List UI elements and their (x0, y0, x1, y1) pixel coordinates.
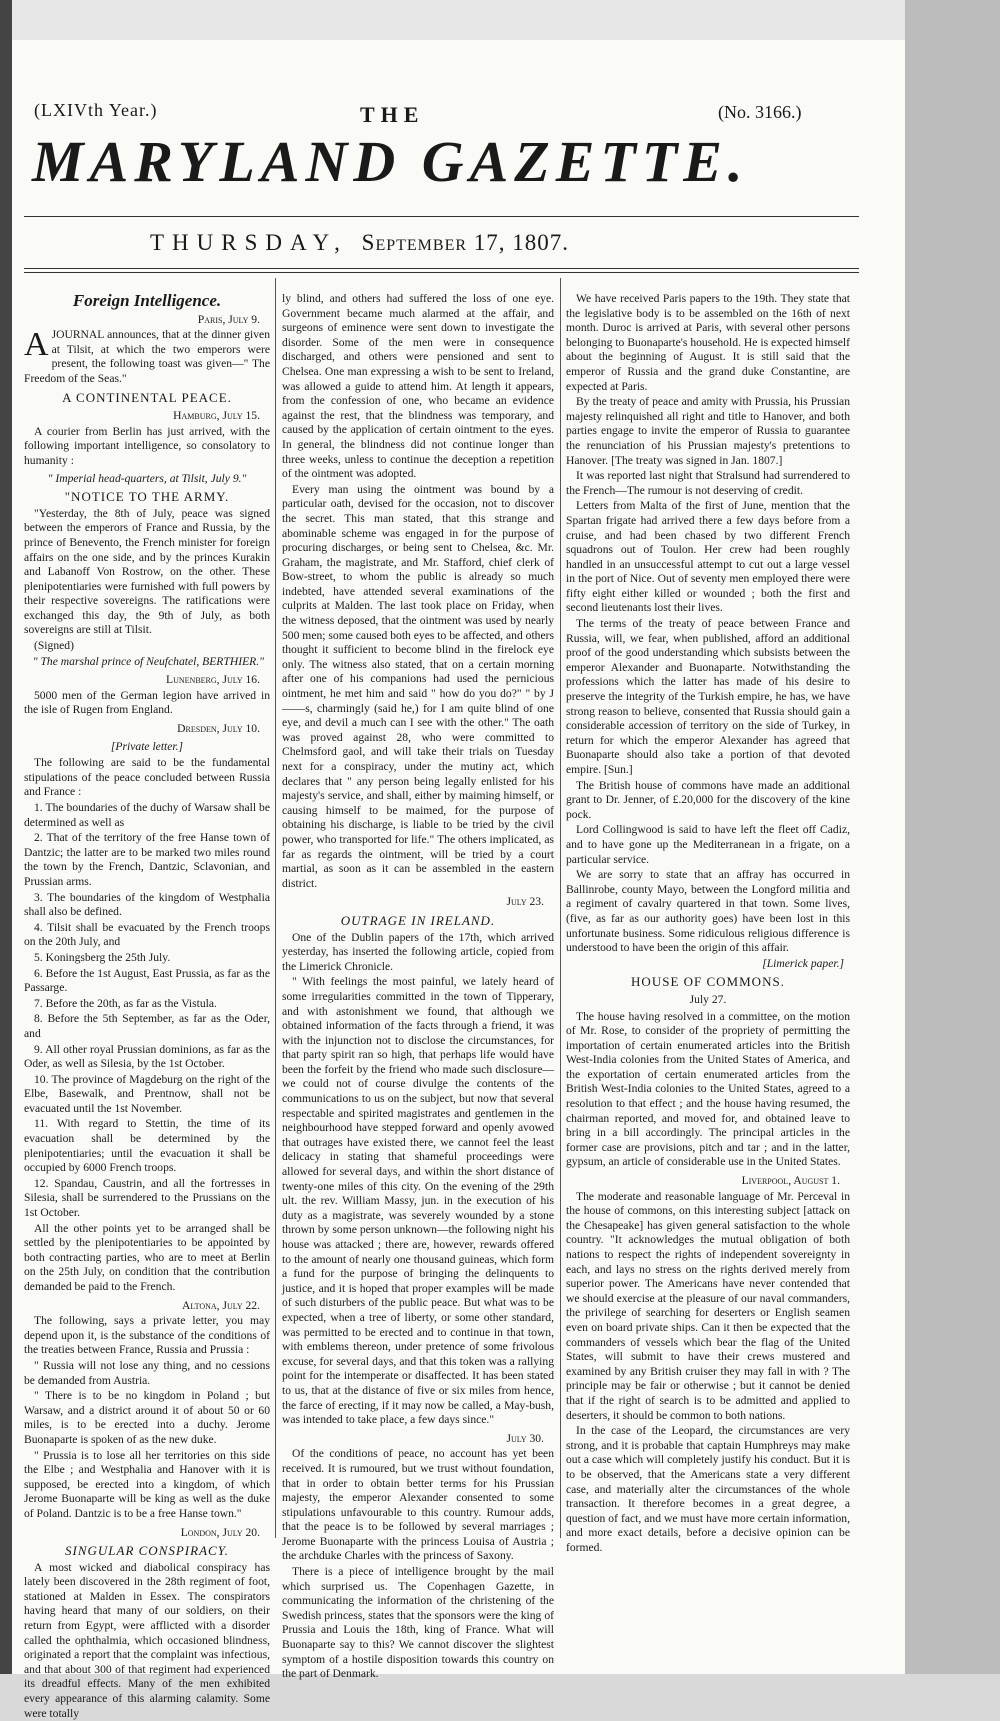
liverpool-paragraph: The moderate and reasonable language of Mr. Perceval in the house of commons, on this interesting subject [attack on the Chesapeake] has given general satisfaction to the whole country. "It acknowledges the mutual obligation of both nations to respect the rights of independent sovereignty in each, and lays no stress on the rights derived merely from superior power. The Americans have never contended that we should exercise at the pleasure of our naval commanders, the privilege of searching for deserters or English seamen even on board private ships. Can it then be expected that the commanders of vessels which bear the flag of the United States, will submit to have their crews mustered and examined by any British cruiser they may fall in with ? The principle may be fair or otherwise ; but it cannot be denied that if the right of search is to be admitted and applied to deserters, it should be common to both nations. (566, 1189, 850, 1422)
masthead-title: MARYLAND GAZETTE. (32, 129, 749, 194)
paris-article (24, 328, 270, 386)
list-item: 3. The boundaries of the kingdom of Westphalia shall also be defined. (24, 890, 270, 919)
list-item: 7. Before the 20th, as far as the Vistula. (34, 996, 217, 1010)
list-item: 1. The boundaries of the duchy of Warsaw shall be determined as well as (24, 801, 270, 829)
drop-cap: A (24, 326, 49, 364)
final-paragraph: There is a piece of intelligence brought by the mail which surprised us. The Copenhagen Gazette, in communicating the information of the christening of the Swedish princess, states that the sponsors were the king of Prussia and Louis the 18th, king of France. What will Buonaparte say to this? We cannot discover the slightest symptom of a hostile disposition towards this country on the part of Denmark. (282, 1565, 554, 1681)
altona-text: The following, says a private letter, you may depend upon it, is the substance of the conditions of the treaties between France, Russia and Prussia : (24, 1314, 270, 1357)
paris-text: JOURNAL announces, that at the dinner given at Tilsit, at which the two emperors were present, the following toast was given—" The Freedom of the Seas." (24, 328, 270, 385)
date-label: September 17, 1807. (361, 230, 570, 255)
masthead-rule-top (24, 216, 859, 217)
list-item: 4. Tilsit shall be evacuated by the French troops on the 20th July, and (24, 920, 270, 949)
conspiracy-text: A most wicked and diabolical conspiracy has lately been discovered in the 28th regiment of foot, stationed at Malden in Essex. The conspirators having heard that many of our soldiers, on their return from Egypt, were afflicted with a disorder called the ophthalmia, which occasioned blindness, originated a report that the complaint was infectious, and that about 300 of that regiment had experienced its dreadful effects. Many of the men exhibited every appearance of this alarming calamity. Some were totally (24, 1560, 270, 1720)
altona-quote: " Prussia is to lose all her territories on this side the Elbe ; and Westphalia and Hanover with it is supposed, be erected into a kingdom, of which Jerome Buonaparte will be king as well as the duke of Poland. Dantzic is to be a free Hanse town." (24, 1448, 270, 1520)
dresden-dateline: Dresden, July 10. (177, 722, 260, 736)
outrage-paragraph: " With feelings the most painful, we lately heard of some irregularities committed in the town of Tipperary, and with astonishment we found, that although we obtained information of the facts through a friend, it was with the injunction not to disclose the circumstances, for that party spirit ran so high, that perhaps life would have been the forfeit by the friend who made such disclosure—we could not of course divulge the contents of the communications to us on the subject, but now that several respectable and spirited magistrates and gentlemen in the neighbourhood have stepped forward and openly avowed that outrages have existed there, we cannot feel the least delicacy in stating that shameful proceedings were allowed for several days, and within the short distance of twenty-one miles of this city. On the evening of the 29th ult. the rev. William Massy, jun. in the execution of his duty as a magistrate, was severely wounded by a stone thrown by some person unknown—the following night his house was attacked ; there are, however, rewards offered to the amount of nearly one thousand guineas, which form a fund for the purpose of bringing the delinquents to justice, and it is hoped that proper examples will be made of such disturbers of the public peace. But what was to be expected, when a tree of liberty, or some other standard, was permitted to be erected and to continue in that town, with emblems thereon, under pretence of some frivolous excuse, for several days, and that this token was a rallying point for the intemperate or disaffected. It has been stated to us, that at the distance of five or six miles from hence, the farce of erecting, if it may now be called, a May-bush, was intended to take place, a few days since." (282, 975, 554, 1427)
column-2 (282, 292, 554, 1681)
altona-dateline: Altona, July 22. (182, 1298, 260, 1312)
notice-title: "NOTICE TO THE ARMY. (64, 489, 230, 505)
july27-dateline: July 27. (689, 992, 727, 1006)
the-label: THE (360, 102, 425, 127)
hamburg-dateline: Hamburg, July 15. (173, 409, 260, 423)
news-paragraph: Lord Collingwood is said to have left the fleet off Cadiz, and to have gone up the Mediterranean in a frigate, on a particular service. (566, 823, 850, 866)
liverpool-paragraph: In the case of the Leopard, the circumstances are very strong, and it is probable that captain Humphreys may make out a case which will completely justify his conduct. But it is to be observed, that the Americans state a very different case, and materially alter the circumstances of the whole transaction. It therefore becomes in a great degree, a question of fact, and we must have more certain information, and more exact details, before a decisive opinion can be formed. (566, 1424, 850, 1554)
hamburg-text: A courier from Berlin has just arrived, with the following important intelligence, so consolatory to humanity : (24, 424, 270, 467)
list-item: 6. Before the 1st August, East Prussia, as far as the Passarge. (24, 966, 270, 995)
year-label: (LXIVth Year.) (34, 100, 158, 120)
dresden-text: The following are said to be the fundamental stipulations of the peace concluded between Russia and France : (24, 756, 270, 799)
altona-quote: " There is to be no kingdom in Poland ; but Warsaw, and a district around it of about 50 or 60 miles, is to be erected into a duchy. Jerome Buonaparte is spoken of as the new duke. (24, 1389, 270, 1446)
list-item: 9. All other royal Prussian dominions, as far as the Oder, as well as Silesia, by the 1st October. (24, 1042, 270, 1071)
list-item: 8. Before the 5th September, as far as the Oder, and (24, 1012, 270, 1040)
altona-quote: " Russia will not lose any thing, and no cessions be demanded from Austria. (24, 1358, 270, 1387)
london-dateline: London, July 20. (180, 1525, 260, 1539)
binding-shadow (0, 0, 12, 1674)
notice-text: "Yesterday, the 8th of July, peace was signed between the emperors of France and Russia, by the prince of Benevento, the French minister for foreign affairs on the one side, and by the princes Kurakin and Labanoff Von Rostrow, on the other. These plenipotentiaries were furnished with full powers by their respective sovereigns. The ratifications were exchanged this day, the 9th of July, as both sovereigns are still at Tilsit. (24, 506, 270, 637)
news-paragraph: Letters from Malta of the first of June, mention that the Spartan frigate had arrived there a few days before from a cruise, and had been chased by two different French squadrons out of Toulon. Her crew had been roughly handled in an unsuccessful attempt to cut out a large vessel in the port of Nice. Out of seventy men employed there were fifty eight either killed or wounded ; both the first and second lieutenants lost their lives. (566, 499, 850, 615)
commons-text: The house having resolved in a committee, on the motion of Mr. Rose, to consider of the propriety of permitting the importation of certain enumerated articles into the British West-India colonies from the United States of America, and the exportation of certain enumerated articles from the British West-India colonies to the United States, agreed to a resolution to that effect ; and the house having resumed, the chairman reported, and moved for, and obtained leave to bring in a bill accordingly. The principal articles in the former case are provisions, pitch and tar ; and in the latter, gypsum, an article of considerable use in the United States. (566, 1009, 850, 1169)
news-paragraph: We have received Paris papers to the 19th. They state that the legislative body is to be assembled on the 16th of next month. Duroc is arrived at Paris, with several other persons belonging to Buonaparte's household. He is expected himself about the beginning of August. It is still said that the emperor of Russia and the grand duke Constantine, are expected at Paris. (566, 292, 850, 393)
final-paragraph: Of the conditions of peace, no account has yet been received. It is rumoured, but we trust without foundation, that in order to obtain better terms for his Prussian majesty, the emperor Alexander consented to some stipulations unfavourable to this country. Rumour adds, that the peace is to be followed by several marriages ; Jerome Buonaparte with the princess Louisa of Austria ; the archduke Charles with the princess of Saxony. (282, 1447, 554, 1563)
paris-dateline: Paris, July 9. (197, 312, 260, 326)
private-letter: [Private letter.] (110, 739, 184, 753)
column-divider-1 (275, 278, 276, 1538)
outrage-title: OUTRAGE IN IRELAND. (340, 912, 496, 928)
lunenberg-text: 5000 men of the German legion have arrived in the isle of Rugen from England. (24, 688, 270, 717)
list-item: 11. With regard to Stettin, the time of its evacuation shall be determined by the plenipotentiaries; until the evacuation it shall be occupied by 6000 French troops. (24, 1117, 270, 1175)
section-title-foreign: Foreign Intelligence. (72, 291, 222, 310)
column-1 (24, 291, 270, 1720)
list-item: 2. That of the territory of the free Hanse town of Dantzic; the latter are to be marked two miles round the town by the French, Dantzic, Sclavonian, and Prussian arms. (24, 831, 270, 888)
signature: " The marshal prince of Neufchatel, BERTHIER." (32, 654, 264, 668)
july23-dateline: July 23. (506, 895, 544, 909)
masthead-rule-bottom (24, 268, 859, 269)
list-item: 12. Spandau, Caustrin, and all the fortresses in Silesia, shall be surrendered to the Prussians on the 1st October. (24, 1176, 270, 1220)
lunenberg-dateline: Lunenberg, July 16. (166, 673, 260, 687)
news-paragraph: The terms of the treaty of peace between France and Russia, will, we fear, when published, afford an additional proof of the good understanding which subsists between the emperor Alexander and Buonaparte. Notwithstanding the professions which the latter has made of his desire to preserve the integrity of the Turkish empire, he has, we have strong reason to believe, consented that Russia should gain a considerable accession of territory on the side of Turkey, in return for which the emperor Alexander has agreed that Buonaparte should also take a portion of that devoted empire. [Sun.] (566, 617, 850, 776)
conspiracy-title: SINGULAR CONSPIRACY. (65, 1543, 229, 1559)
news-paragraph: By the treaty of peace and amity with Prussia, his Prussian majesty relinquished all right and title to Hanover, and both parties engage to invite the emperor of Russia to guarantee the renunciation of his Prussian majesty's pretentions to Hanover. [The treaty was signed in Jan. 1807.] (566, 395, 850, 467)
news-paragraph: It was reported last night that Stralsund had surrendered to the French—The rumour is not deserving of credit. (566, 469, 850, 497)
dateline (150, 230, 850, 256)
masthead-rule-bottom-2 (24, 272, 859, 273)
day-label: THURSDAY, (150, 230, 348, 255)
conspiracy-paragraph: Every man using the ointment was bound by a particular oath, devised for the occasion, not to discover the secret. This man stated, that this strange and abominable scheme was engaged in for the purpose of procuring discharges, or being sent to Chelsea, &c. Mr. Graham, the magistrate, and Mr. Stafford, chief clerk of Bow-street, to whom the public is already so much indebted, have attended several examinations of the culprits at Malden. The last took place on Friday, when the witness deposed, that the ointment was used by nearly 500 men; some caused both eyes to be affected, and others thought it sufficient to become blind in the firelock eye only. The witness also stated, that on a certain morning after one of his companions had used the pernicious ointment, he met him and said " how do you do?" " by J——s, charmingly (said he,) for I am quite blind of one eye, and devil a much can I see with the other." The oath was proved against 28, who were committed to Chelmsford gaol, and will take their trials on Tuesday next for a conspiracy, under the mutiny act, which declares that " any person being legally enlisted for his majesty's service, and shall, either by maiming himself, or causing himself to be maimed, for the purpose of obtaining his discharge, is liable to be tried by the civil power, who transported for life." The others implicated, as far as regards the ointment, will be tried by a court martial, as soon as it can be assembled in the eastern district. (282, 482, 554, 890)
issue-number: (No. 3166.) (718, 102, 802, 122)
list-item: 5. Koningsberg the 25th July. (34, 950, 171, 964)
conspiracy-continued: ly blind, and others had suffered the loss of one eye. Government became much alarmed at the affair, and surgeons of eminence were sent down to investigate the disorder. Some of the men were in consequence discharged, and others were pensioned and sent to Chelsea. One man expressing a wish to be sent to Ireland, was allowed a guide to attend him. At length it appears, from the confession of one, who became an evidence against the rest, that the blindness was temporary, and caused by the application of certain ointment to the eyes. In general, the blindness did not continue longer than three weeks, unless to continue the deception a repetition of the ointment was adopted. (282, 292, 554, 481)
column-3 (566, 292, 850, 1554)
news-paragraph: We are sorry to state that an affray has occurred in Ballinrobe, county Mayo, between the Longford militia and a regiment of cavalry quartered in that town. Some lives, (five, as far as our authority goes) have been lost in this unfortunate business. Some ridiculous religious difference is understood to have been the origin of this affair. (566, 868, 850, 955)
liverpool-dateline: Liverpool, August 1. (741, 1174, 840, 1188)
list-item: 10. The province of Magdeburg on the right of the Elbe, Basewalk, and Prentnow, shall not be evacuated until the 1st November. (24, 1072, 270, 1115)
limerick-source: [Limerick paper.] (762, 956, 844, 970)
commons-title: HOUSE OF COMMONS. (631, 974, 785, 990)
list-item: All the other points yet to be arranged shall be settled by the plenipotentiaries to be appointed by both contracting parties, who are to meet at Berlin on the 25th July, on condition that the contribution demanded be paid to the French. (24, 1221, 270, 1293)
column-divider-2 (560, 278, 561, 1538)
signed-label: (Signed) (34, 639, 74, 653)
july30-dateline: July 30. (506, 1431, 544, 1445)
page-edge (905, 0, 1000, 1674)
continental-peace-title: A CONTINENTAL PEACE. (62, 389, 232, 405)
tilsit-line: " Imperial head-quarters, at Tilsit, July 9." (47, 471, 247, 485)
news-paragraph: The British house of commons have made an additional grant to Dr. Jenner, of £.20,000 for the discovery of the kine pock. (566, 778, 850, 821)
outrage-paragraph: One of the Dublin papers of the 17th, which arrived yesterday, has inserted the following article, copied from the Limerick Chronicle. (282, 930, 554, 973)
